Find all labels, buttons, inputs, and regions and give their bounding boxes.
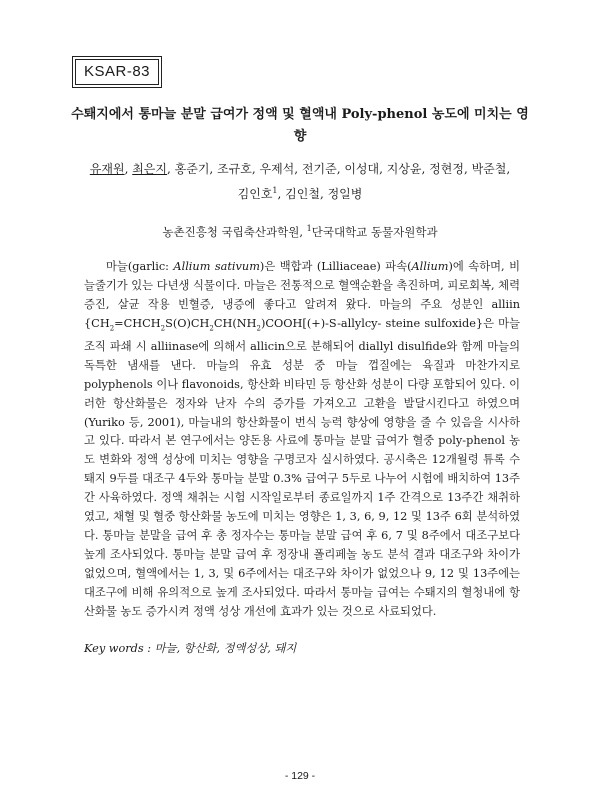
author: 홍준기 <box>174 162 210 176</box>
affiliation-main: 농촌진흥청 국립축산과학원, <box>162 224 303 239</box>
keywords: Key words : 마늘, 항산화, 정액성상, 돼지 <box>84 642 297 655</box>
author: 조규호 <box>217 162 252 176</box>
author-list: 유재원, 최은지, 홍준기, 조규호, 우제석, 전기준, 이성대, 지상윤, 정현정, 박준철, 김인호$^1$, 김인철, 정일병 <box>89 162 511 201</box>
scientific-name: Allium sativum <box>173 260 260 273</box>
paper-title: 수퇘지에서 통마늘 분말 급여가 정액 및 혈액내 Poly-phenol 농도에 미치는 영향 <box>71 107 529 144</box>
author: 이성대 <box>344 162 380 176</box>
affiliation-second: 단국대학교 동물자원학과 <box>311 224 438 239</box>
author: 최은지 <box>132 162 167 176</box>
author: 유재원 <box>89 162 125 176</box>
genus-name: Allium <box>411 260 449 273</box>
abstract-code-box <box>72 56 162 88</box>
author: 김인철 <box>285 187 320 201</box>
affiliation <box>80 220 520 241</box>
author: 정일병 <box>327 187 363 201</box>
author: 정현정 <box>429 162 464 176</box>
author: 전기준 <box>301 162 337 176</box>
author: 우제석 <box>259 162 295 176</box>
affiliation-mark: 1 <box>306 224 312 233</box>
abstract-code: KSAR-83 <box>75 59 159 85</box>
author: 지상윤 <box>386 162 422 176</box>
abstract-body: 마늘(garlic: Allium sativum)은 백합과 (Lilliaceae) 파속(Allium)에 속하며, 비늘줄기가 있는 다년생 식물이다. 마늘은 전통적으로 혈액순환을 촉진하며, 피로회복, 체력증진, 살균 작용 빈혈증, 냉증에 좋다고 알려져 왔다. 마늘의 주요 성분인 alliin {$CH_2=CHCH_2S(O)CH_2CH(NH_2)COOH[(+)-S-allylcy-$ steine sulfoxide}은 마늘 조직 파쇄 시 alliinase에 의해서 allicin으로 분해되어 diallyl disulfide와 함께 마늘의 독특한 냄새를 낸다. 마늘의 유효 성분 중 마늘 껍질에는 육질과 마찬가지로 polyphenols 이나 flavonoids, 항산화 비타민 등 항산화 성분이 다량 포함되어 있다. 이러한 항산화물은 정자와 난자 수의 증가를 가져오고 고환을 발달시킨다고 하였으며(Yuriko 등, 2001), 마늘내의 항산화물이 번식 능력 향상에 영향을 줄 수 있음을 시사하고 있다. 따라서 본 연구에서는 양돈용 사료에 통마늘 분말 급여가 혈중 poly-phenol 농도 변화와 정액 성상에 미치는 영향을 구명코자 실시하였다. 공시축은 12개월령 튜록 수퇘지 9두를 대조구 4두와 통마늘 분말 0.3% 급여구 5두로 나누어 시험에 배치하여 13주간 사육하였다. 정액 채취는 시험 시작일로부터 종료일까지 1주 간격으로 13주간 채취하였고, 채혈 및 혈중 항산화물 농도에 미치는 영향은 1, 3, 6, 9, 12 및 13주 6회 분석하였다. 통마늘 분말을 급여 후 총 정자수는 통마늘 분말 급여 후 6, 7 및 8주에서 대조구보다 높게 조사되었다. 통마늘 분말 급여 후 정장내 폴리페놀 농도 분석 결과 대조구와 차이가 없었으며, 혈액에서는 1, 3, 및 6주에서는 대조구와 차이가 없었으나 9, 12 및 13주에는 대조구에 비해 유의적으로 높게 조사되었다. 따라서 통마늘 급여는 수퇘지의 혈청내에 항산화물 농도 증가시켜 정액 성상 개선에 효과가 있는 것으로 사료되었다. <box>84 260 520 618</box>
author: 김인호$^1$ <box>237 186 278 201</box>
author: 박준철 <box>471 162 507 176</box>
author-affiliation-mark: 1 <box>272 186 278 195</box>
page-number: - 129 - <box>284 770 316 782</box>
